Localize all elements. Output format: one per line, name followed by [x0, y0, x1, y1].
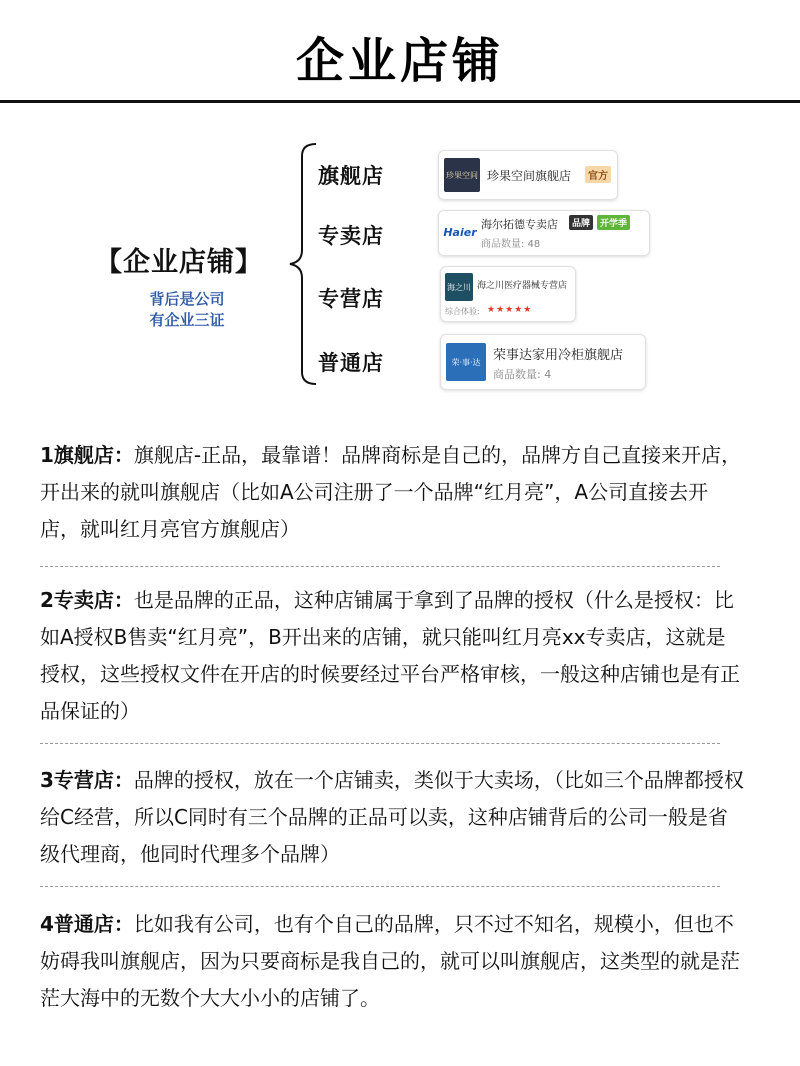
- official-tag: 官方: [585, 166, 611, 183]
- paragraph-text: 比如我有公司，也有个自己的品牌，只不过不知名，规模小，但也不妨碍我叫旗舰店，因为只要商标是我自己的，就可以叫旗舰店，这类型的就是茫茫大海中的无数个大大小小的店铺了。: [40, 912, 740, 1010]
- summary-subtitle: [137, 289, 237, 331]
- paragraph-lead: 3专营店：: [40, 768, 134, 792]
- dashed-divider: [40, 743, 720, 744]
- dashed-divider: [40, 886, 720, 887]
- paragraph-text: 品牌的授权，放在一个店铺卖，类似于大卖场，（比如三个品牌都授权给C经营，所以C同时有三个品牌的正品可以卖，这种店铺背后的公司一般是省级代理商，他同时代理多个品牌）: [40, 768, 744, 866]
- enterprise-store-summary: [95, 240, 285, 331]
- promo-tag: 开学季: [597, 215, 630, 230]
- type-label-exclusive: 专卖店: [318, 224, 384, 248]
- paragraph-lead: 2专卖店：: [40, 588, 134, 612]
- dashed-divider: [40, 566, 720, 567]
- shop-logo: 珍果空间: [444, 158, 480, 192]
- shop-logo: Haier: [443, 225, 477, 239]
- shop-logo: 海之川: [445, 273, 473, 301]
- paragraph-text: 旗舰店-正品，最靠谱！品牌商标是自己的，品牌方自己直接来开店，开出来的就叫旗舰店（比如A公司注册了一个品牌“红月亮”，A公司直接去开店，就叫红月亮官方旗舰店）: [40, 443, 742, 541]
- shop-name: 荣事达家用冷柜旗舰店: [493, 348, 624, 363]
- product-count: 商品数量: 4: [493, 368, 552, 381]
- product-count: 商品数量: 48: [481, 239, 541, 250]
- page-title: 企业店铺: [295, 33, 504, 89]
- summary-title: 【企业店铺】: [95, 247, 263, 278]
- paragraph-text: 也是品牌的正品，这种店铺属于拿到了品牌的授权（什么是授权：比如A授权B售卖“红月亮”，B开出来的店铺，就只能叫红月亮xx专卖店，这就是授权，这些授权文件在开店的时候要经过平台严格审核，一般这种店铺也是有正品保证的）: [40, 588, 740, 723]
- type-label-regular: 普通店: [318, 351, 384, 375]
- title-divider: [0, 100, 800, 103]
- shop-logo: 荣·事·达: [446, 343, 486, 381]
- shop-card-exclusive[interactable]: [438, 210, 650, 256]
- shop-card-franchise[interactable]: [440, 266, 576, 322]
- paragraph-lead: 4普通店：: [40, 912, 134, 936]
- shop-name: 海尔拓德专卖店: [481, 218, 558, 231]
- summary-subtitle-line2: 有企业三证: [149, 311, 225, 329]
- paragraph-franchise: [40, 762, 745, 873]
- brand-tag: 品牌: [569, 215, 593, 230]
- type-label-franchise: 专营店: [318, 287, 384, 311]
- summary-subtitle-line1: 背后是公司: [149, 290, 225, 308]
- rating-label: 综合体验:: [445, 307, 480, 316]
- rating-stars: ★★★★★: [487, 305, 533, 315]
- paragraph-exclusive: [40, 582, 745, 730]
- paragraph-lead: 1旗舰店：: [40, 443, 134, 467]
- curly-brace: [286, 142, 320, 386]
- paragraph-regular: [40, 906, 745, 1017]
- paragraph-flagship: [40, 437, 745, 548]
- shop-card-flagship[interactable]: [438, 150, 618, 200]
- shop-name: 珍果空间旗舰店: [487, 169, 572, 183]
- shop-name: 海之川医疗器械专营店: [477, 281, 568, 291]
- type-label-flagship: 旗舰店: [318, 164, 384, 188]
- shop-card-regular[interactable]: [440, 334, 646, 390]
